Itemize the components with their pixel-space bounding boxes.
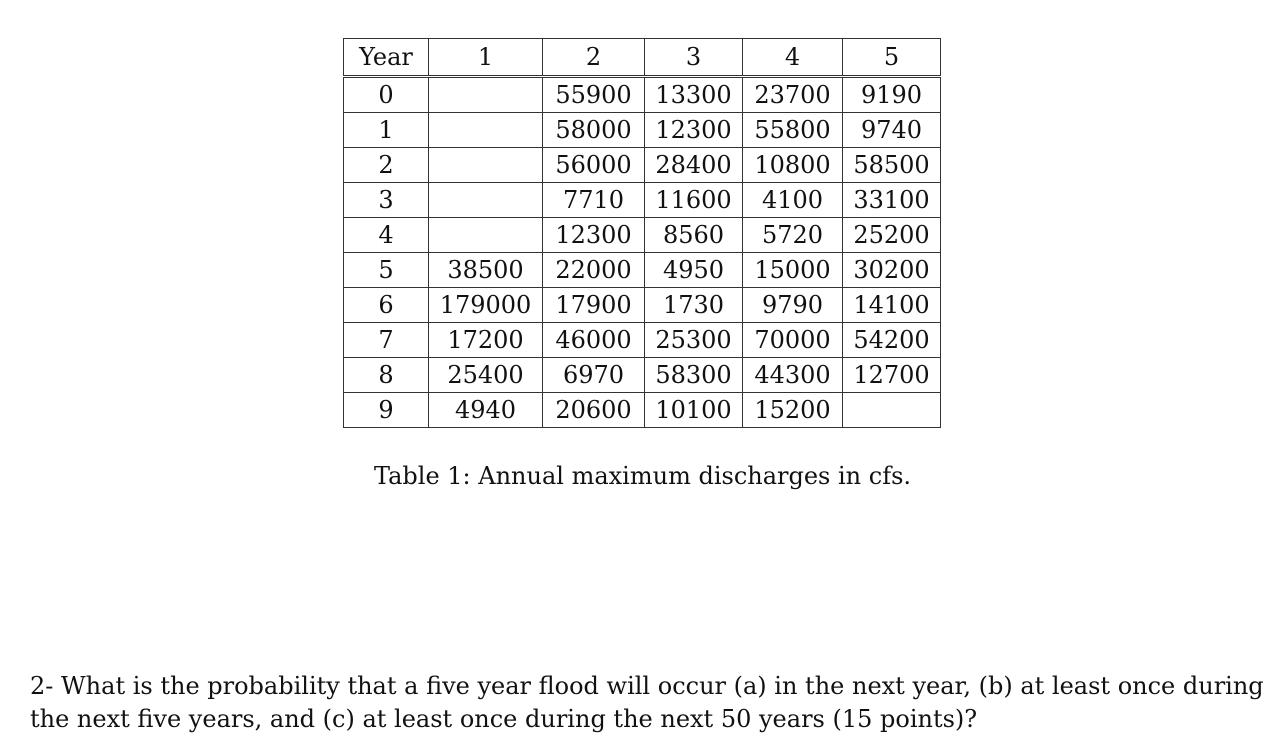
row-year-cell: 9 bbox=[344, 393, 429, 428]
discharge-cell: 25200 bbox=[843, 218, 941, 253]
discharge-cell: 15200 bbox=[743, 393, 843, 428]
discharge-cell: 179000 bbox=[429, 288, 543, 323]
discharge-cell: 56000 bbox=[543, 148, 645, 183]
discharge-cell: 4100 bbox=[743, 183, 843, 218]
discharge-cell bbox=[429, 77, 543, 113]
row-year-cell: 8 bbox=[344, 358, 429, 393]
table-header bbox=[344, 39, 941, 77]
table-row bbox=[344, 323, 941, 358]
row-year-cell: 0 bbox=[344, 77, 429, 113]
table-body bbox=[344, 77, 941, 428]
discharge-cell: 13300 bbox=[645, 77, 743, 113]
discharge-cell: 33100 bbox=[843, 183, 941, 218]
discharge-cell: 46000 bbox=[543, 323, 645, 358]
discharge-cell: 17200 bbox=[429, 323, 543, 358]
discharge-cell: 55800 bbox=[743, 113, 843, 148]
header-year: Year bbox=[344, 39, 429, 77]
discharge-cell: 70000 bbox=[743, 323, 843, 358]
discharge-cell: 7710 bbox=[543, 183, 645, 218]
header-col-1: 1 bbox=[429, 39, 543, 77]
discharge-cell: 38500 bbox=[429, 253, 543, 288]
header-col-4: 4 bbox=[743, 39, 843, 77]
discharge-cell: 4940 bbox=[429, 393, 543, 428]
discharge-cell bbox=[429, 113, 543, 148]
table-row bbox=[344, 393, 941, 428]
discharge-cell: 55900 bbox=[543, 77, 645, 113]
discharge-cell: 23700 bbox=[743, 77, 843, 113]
header-col-2: 2 bbox=[543, 39, 645, 77]
discharge-table bbox=[343, 38, 941, 428]
discharge-cell bbox=[429, 148, 543, 183]
discharge-cell bbox=[429, 218, 543, 253]
discharge-cell: 58000 bbox=[543, 113, 645, 148]
discharge-cell: 12700 bbox=[843, 358, 941, 393]
table-row bbox=[344, 358, 941, 393]
header-col-3: 3 bbox=[645, 39, 743, 77]
row-year-cell: 4 bbox=[344, 218, 429, 253]
discharge-cell: 15000 bbox=[743, 253, 843, 288]
discharge-cell: 9790 bbox=[743, 288, 843, 323]
row-year-cell: 2 bbox=[344, 148, 429, 183]
discharge-cell: 9190 bbox=[843, 77, 941, 113]
table-row bbox=[344, 253, 941, 288]
table-row bbox=[344, 183, 941, 218]
discharge-cell: 12300 bbox=[645, 113, 743, 148]
row-year-cell: 6 bbox=[344, 288, 429, 323]
discharge-cell: 58300 bbox=[645, 358, 743, 393]
discharge-cell: 12300 bbox=[543, 218, 645, 253]
discharge-cell: 1730 bbox=[645, 288, 743, 323]
discharge-cell: 11600 bbox=[645, 183, 743, 218]
discharge-cell: 17900 bbox=[543, 288, 645, 323]
discharge-cell: 54200 bbox=[843, 323, 941, 358]
table-caption: Table 1: Annual maximum discharges in cfs. bbox=[373, 462, 912, 490]
discharge-cell bbox=[429, 183, 543, 218]
discharge-cell: 25400 bbox=[429, 358, 543, 393]
discharge-cell: 44300 bbox=[743, 358, 843, 393]
discharge-cell: 8560 bbox=[645, 218, 743, 253]
row-year-cell: 1 bbox=[344, 113, 429, 148]
row-year-cell: 7 bbox=[344, 323, 429, 358]
discharge-cell: 25300 bbox=[645, 323, 743, 358]
table-row bbox=[344, 148, 941, 183]
discharge-cell: 4950 bbox=[645, 253, 743, 288]
row-year-cell: 5 bbox=[344, 253, 429, 288]
discharge-cell: 10100 bbox=[645, 393, 743, 428]
discharge-cell: 9740 bbox=[843, 113, 941, 148]
discharge-cell: 20600 bbox=[543, 393, 645, 428]
discharge-cell: 10800 bbox=[743, 148, 843, 183]
discharge-cell: 28400 bbox=[645, 148, 743, 183]
discharge-cell: 58500 bbox=[843, 148, 941, 183]
table-row bbox=[344, 113, 941, 148]
discharge-cell: 22000 bbox=[543, 253, 645, 288]
discharge-table-container bbox=[343, 38, 941, 428]
table-row bbox=[344, 218, 941, 253]
discharge-cell bbox=[843, 393, 941, 428]
discharge-cell: 6970 bbox=[543, 358, 645, 393]
question-text: 2- What is the probability that a five year flood will occur (a) in the next year, (b) at least once during the next five years, and (c) at least once during the next 50 years (15 points)? bbox=[30, 672, 1264, 733]
table-row bbox=[344, 77, 941, 113]
table-row bbox=[344, 288, 941, 323]
row-year-cell: 3 bbox=[344, 183, 429, 218]
header-col-5: 5 bbox=[843, 39, 941, 77]
discharge-cell: 14100 bbox=[843, 288, 941, 323]
header-row bbox=[344, 39, 941, 77]
discharge-cell: 5720 bbox=[743, 218, 843, 253]
discharge-cell: 30200 bbox=[843, 253, 941, 288]
